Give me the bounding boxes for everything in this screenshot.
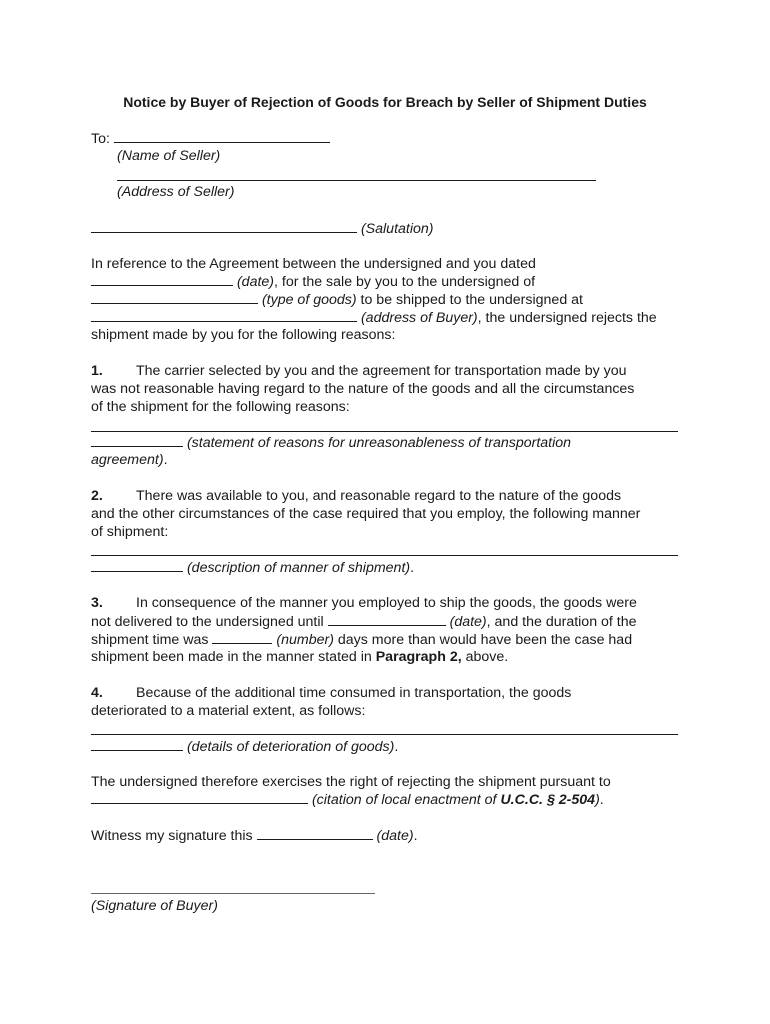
para1-reasons-blank[interactable]	[91, 431, 678, 432]
seller-name-blank[interactable]	[114, 129, 330, 143]
para1-line-2: was not reasonable having regard to the nature of the goods and all the circumstances	[91, 381, 635, 397]
type-of-goods-blank[interactable]	[91, 290, 258, 304]
delivery-date-blank[interactable]	[328, 612, 446, 626]
citation-blank[interactable]	[91, 790, 308, 804]
para3-line-4: shipment been made in the manner stated in Paragraph 2, above.	[91, 649, 509, 665]
closing-line-1: The undersigned therefore exercises the right of rejecting the shipment pursuant to	[91, 774, 611, 790]
para4-number: 4.	[91, 685, 103, 701]
para3-line-1: 3. In consequence of the manner you employed to ship the goods, the goods were	[91, 595, 637, 611]
para3-number: 3.	[91, 595, 103, 611]
para1-blank-line: (statement of reasons for unreasonableness of transportation	[91, 433, 571, 452]
document-title: Notice by Buyer of Rejection of Goods for Breach by Seller of Shipment Duties	[123, 94, 647, 110]
salutation-blank[interactable]	[91, 219, 357, 233]
name-of-seller-caption: (Name of Seller)	[117, 148, 221, 164]
intro-line-4: (address of Buyer), the undersigned rejects the	[91, 308, 657, 327]
para2-number: 2.	[91, 488, 103, 504]
para3-line-2: not delivered to the undersigned until (date), and the duration of the	[91, 614, 637, 630]
seller-address-blank[interactable]	[117, 180, 596, 181]
intro-line-5: shipment made by you for the following reasons:	[91, 327, 396, 343]
para4-details-blank[interactable]	[91, 734, 678, 735]
para4-line-1: 4. Because of the additional time consumed in transportation, the goods	[91, 685, 572, 701]
salutation-caption: (Salutation)	[360, 221, 434, 237]
witness-line: Witness my signature this (date).	[91, 828, 418, 844]
closing-line-2: (citation of local enactment of U.C.C. § 2-504).	[91, 790, 604, 809]
to-line	[91, 129, 330, 148]
para2-manner-blank-2[interactable]	[91, 558, 183, 572]
signature-line[interactable]	[91, 893, 375, 894]
para4-details-blank-2[interactable]	[91, 737, 183, 751]
para1-line-3: of the shipment for the following reasons:	[91, 399, 350, 415]
agreement-date-blank[interactable]	[91, 272, 233, 286]
intro-line-1: In reference to the Agreement between the undersigned and you dated	[91, 256, 536, 272]
address-of-seller-caption: (Address of Seller)	[117, 184, 235, 200]
para2-line-1: 2. There was available to you, and reasonable regard to the nature of the goods	[91, 488, 622, 504]
para2-manner-blank[interactable]	[91, 555, 678, 556]
para2-blank-line: (description of manner of shipment).	[91, 558, 414, 577]
salutation-line	[91, 219, 434, 238]
to-label: To:	[91, 131, 110, 147]
para3-line-3: shipment time was (number) days more than would have been the case had	[91, 632, 633, 648]
para2-line-2: and the other circumstances of the case required that you employ, the following manner	[91, 506, 641, 522]
para4-line-2: deteriorated to a material extent, as follows:	[91, 703, 366, 719]
days-number-blank[interactable]	[212, 630, 272, 644]
para1-blank-caption-end: agreement).	[91, 452, 168, 468]
intro-line-3: (type of goods) to be shipped to the undersigned at	[91, 290, 583, 309]
address-of-buyer-blank[interactable]	[91, 308, 357, 322]
para4-blank-line: (details of deterioration of goods).	[91, 737, 398, 756]
para1-number: 1.	[91, 363, 103, 379]
signature-caption: (Signature of Buyer)	[91, 898, 218, 914]
para2-line-3: of shipment:	[91, 524, 169, 540]
para1-line-1: 1. The carrier selected by you and the agreement for transportation made by you	[91, 363, 627, 379]
intro-line-2: (date), for the sale by you to the undersigned of	[91, 272, 535, 291]
witness-date-blank[interactable]	[257, 826, 373, 840]
para1-reasons-blank-2[interactable]	[91, 433, 183, 447]
